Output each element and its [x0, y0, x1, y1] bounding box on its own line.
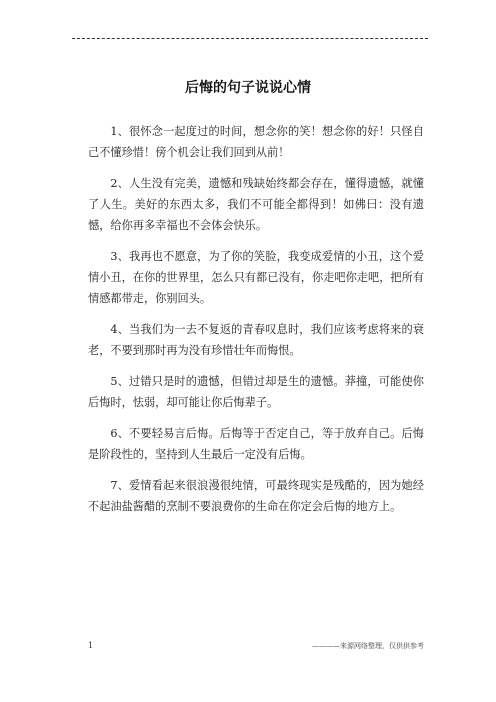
header-dashed-rule — [72, 38, 428, 39]
paragraph-1: 1、很怀念一起度过的时间，想念你的笑！想念你的好！只怪自己不懂珍惜！傍个机会让我们回到从前！ — [88, 125, 424, 159]
document-body — [88, 121, 424, 527]
paragraph-6: 6、不要轻易言后悔。后悔等于否定自己，等于放弃自己。后悔是阶段性的，坚持到人生最后一定没有后悔。 — [88, 427, 424, 461]
document-title: 后悔的句子说说心情 — [185, 80, 311, 96]
footer-source-note: ————来源网络整理，仅供供参考 — [312, 642, 424, 650]
paragraph-5: 5、过错只是时的遗憾，但错过却是生的遗憾。莽撞，可能使你后悔时，怯弱，却可能让你后悔辈子。 — [88, 375, 424, 409]
paragraph-3: 3、我再也不愿意，为了你的笑脸，我变成爱情的小丑，这个爱情小丑，在你的世界里，怎么只有都已没有，你走吧你走吧，把所有情感都带走，你别回头。 — [88, 250, 424, 305]
paragraph-7: 7、爱情看起来很浪漫很纯情，可最终现实是残酷的，因为她经不起油盐酱醋的烹制不要浪费你的生命在你定会后悔的地方上。 — [88, 479, 424, 513]
paragraph-2: 2、人生没有完美，遗憾和残缺始终都会存在，懂得遗憾，就懂了人生。美好的东西太多，我们不可能全都得到！如佛曰：没有遗憾，给你再多幸福也不会体会快乐。 — [88, 177, 424, 232]
paragraph-4: 4、当我们为一去不复返的青春叹息时，我们应该考虑将来的衰老，不要到那时再为没有珍惜壮年而悔恨。 — [88, 323, 424, 357]
page-number: 1 — [88, 641, 94, 650]
